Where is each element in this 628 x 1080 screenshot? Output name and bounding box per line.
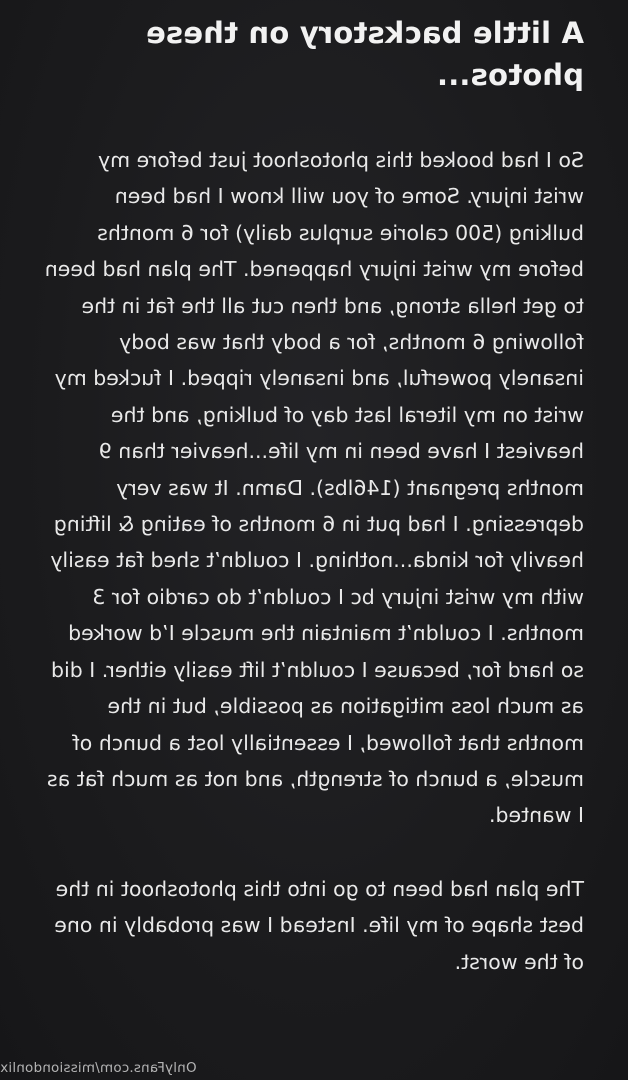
- note-paragraph-2: The plan had been to go into this photoshoot in the best shape of my life. Instead I was probably in one of the worst.: [54, 876, 584, 974]
- note-title: A little backstory on these photos...: [145, 16, 584, 92]
- paragraph-spacer: [44, 834, 584, 871]
- watermark-text: OnlyFans.com/missiondonlix: [0, 1060, 197, 1076]
- note-paragraph-1: So I had booked this photoshoot just before my wrist injury. Some of you will know I had been bulking (500 calorie surplus daily) for 6 months before my wrist injury happened. The plan had been to get hella strong, and then cut all the fat in the following 6 months, for a body that was body insanely powerful, and insanely ripped. I fucked my wrist on my literal last day of bulking, and the heaviest I have been in my life...heavier than 9 months pregnant (146lbs). Damn. It was very depressing. I had put in 6 months of eating & lifting heavily for kinda...nothing. I couldn’t shed fat easily with my wrist injury bc I couldn’t do cardio for 3 months. I couldn’t maintain the muscle I’d worked so hard for, because I couldn’t lift easily either. I did as much loss mitigation as possible, but in the months that followed, I essentially lost a bunch of muscle, a bunch of strength, and not as much fat as I wanted.: [44, 148, 584, 828]
- note-body: [44, 12, 584, 980]
